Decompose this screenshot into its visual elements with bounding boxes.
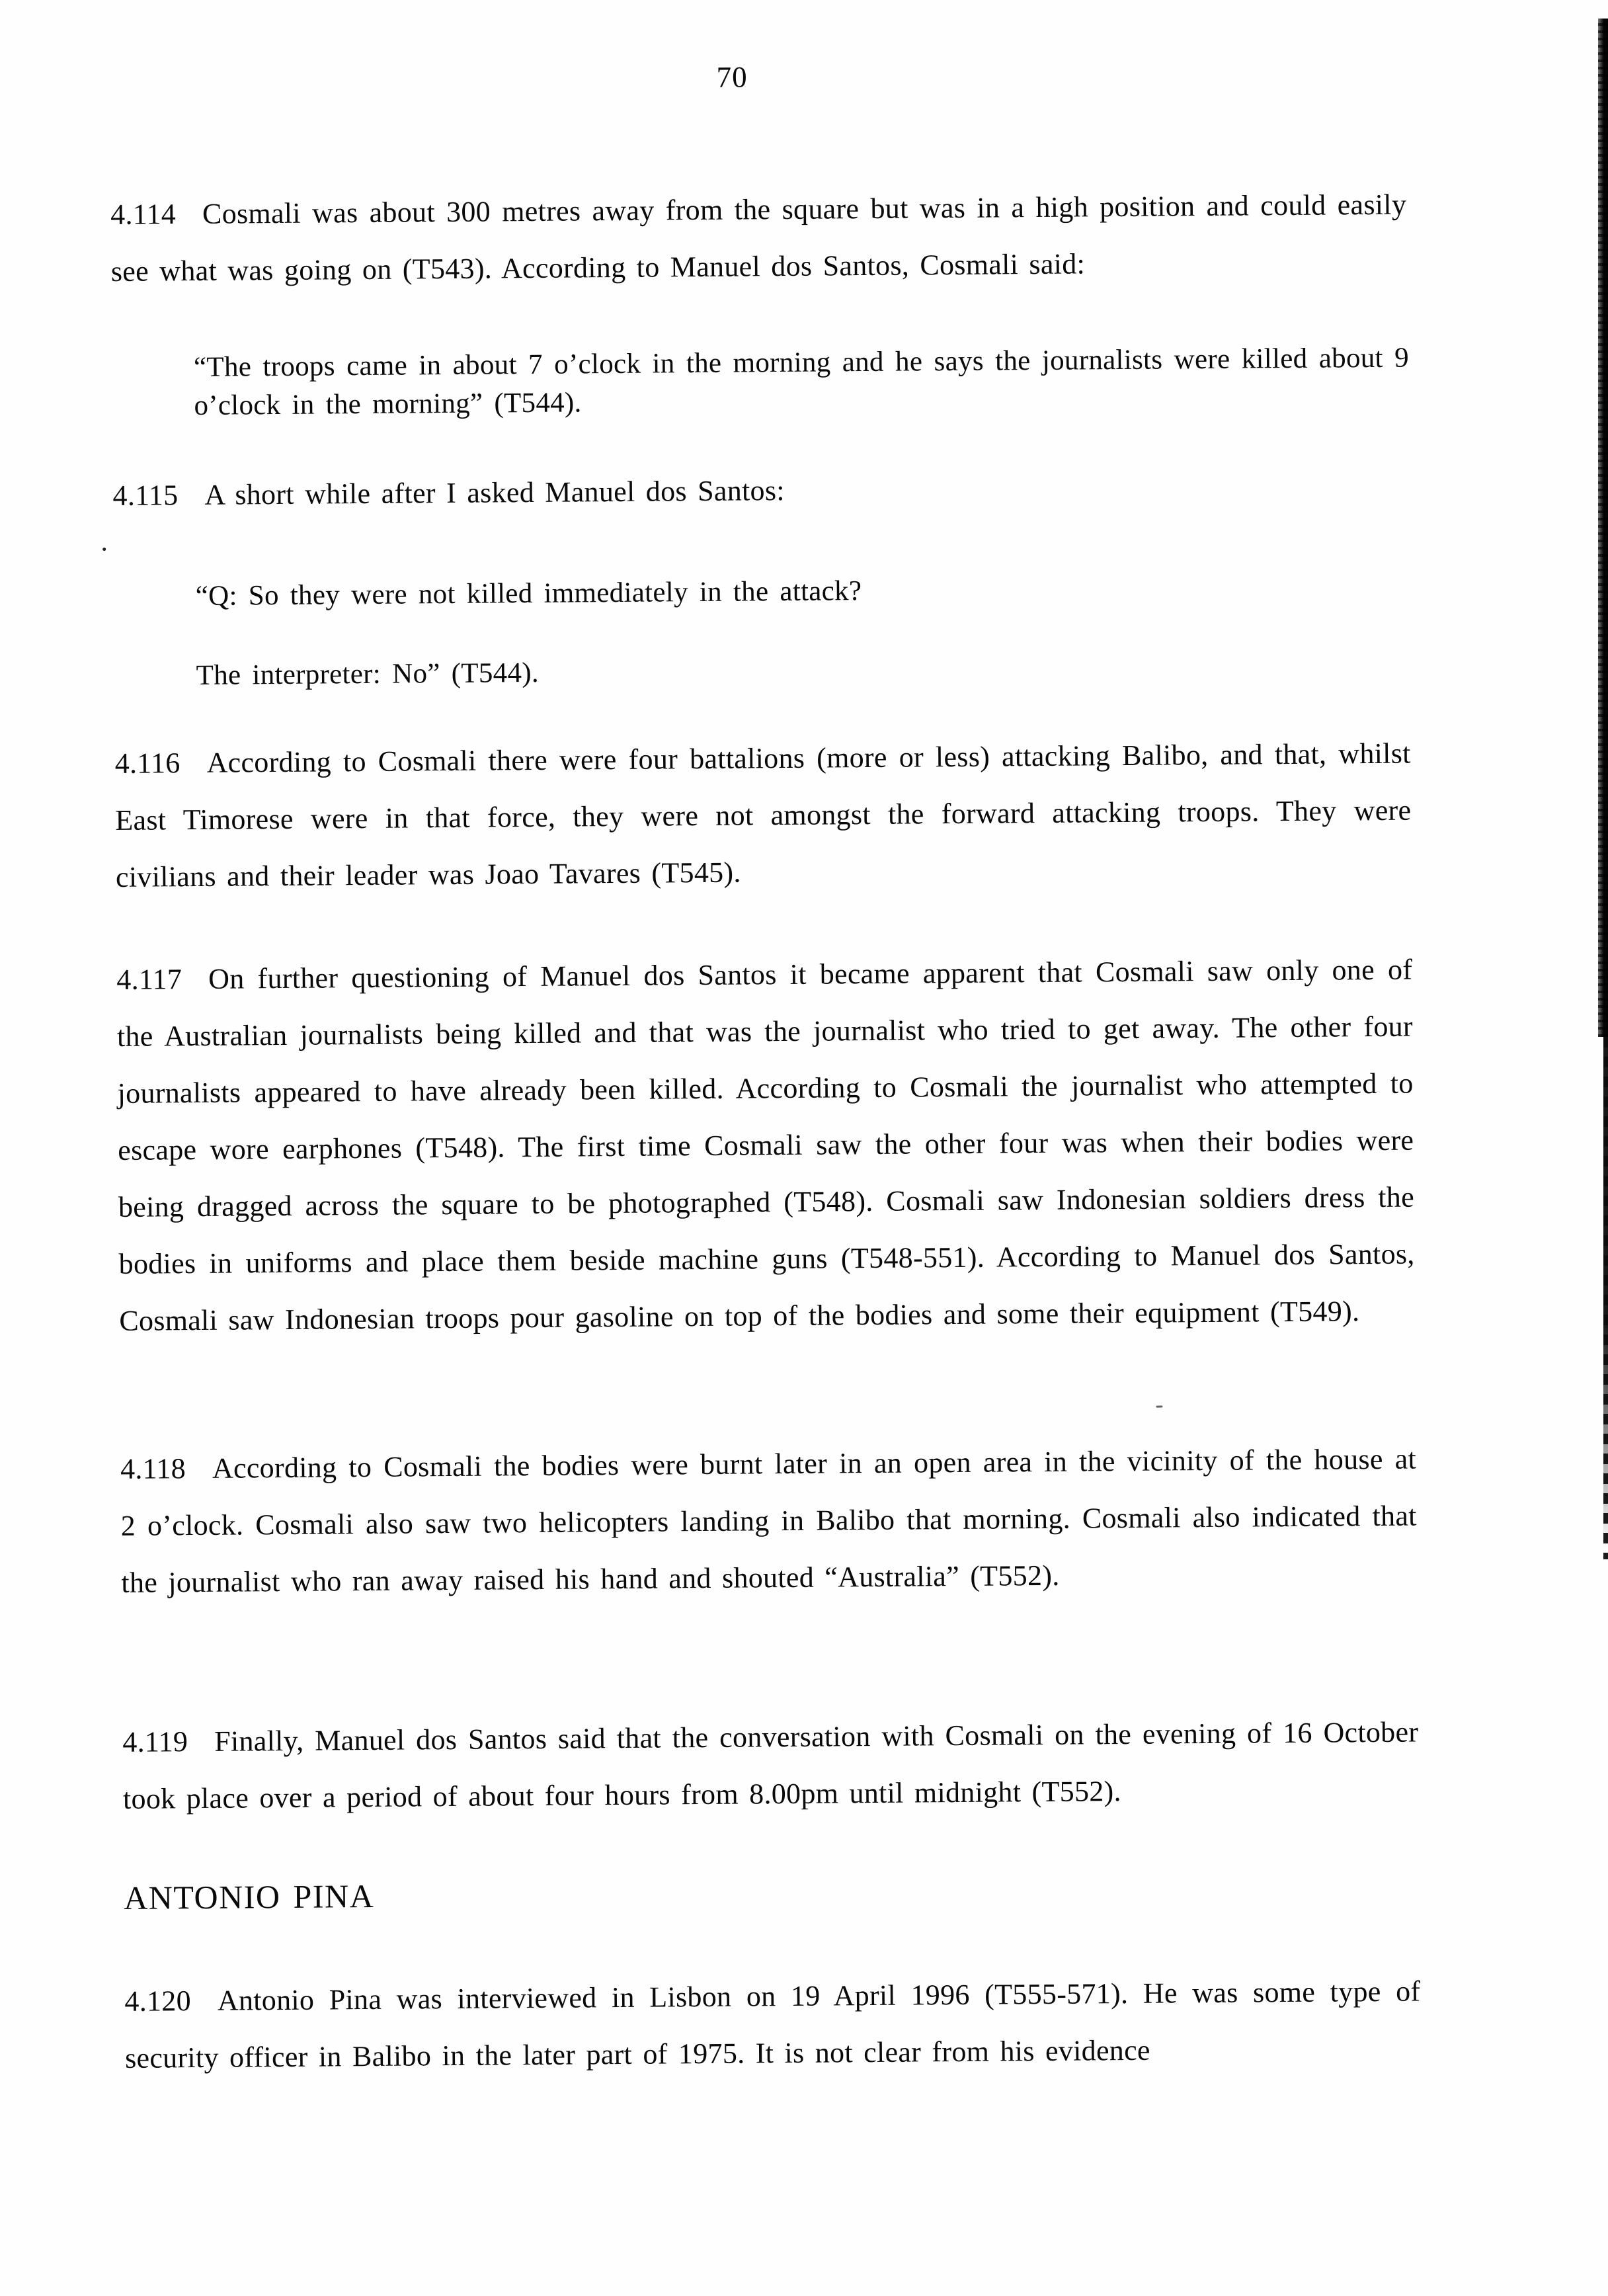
paragraph-text: Finally, Manuel dos Santos said that the conversation with Cosmali on the evening of 16 October took place over a period of about four hours from 8.00pm until midnight (T552). (122, 1715, 1419, 1815)
paragraph-4-118 (120, 1431, 1418, 1612)
paragraph-number: 4.116 (114, 747, 181, 780)
paragraph-text: Antonio Pina was interviewed in Lisbon on 19 April 1996 (T555-571). He was some type of security officer in Balibo in the later part of 1975. It is not clear from his evidence (124, 1975, 1421, 2074)
paragraph-text: A short while after I asked Manuel dos Santos: (204, 473, 785, 511)
scan-speck (1156, 1406, 1162, 1408)
paragraph-4-120 (124, 1963, 1421, 2087)
quote-text: The interpreter: No” (T544). (196, 657, 540, 691)
paragraph-number: 4.119 (122, 1725, 188, 1758)
paragraph-4-114 (110, 177, 1407, 300)
paragraph-number: 4.114 (110, 198, 177, 231)
paragraph-text: Cosmali was about 300 metres away from the square but was in a high position and could easily see what was going on (T543). According to Manuel dos Santos, Cosmali said: (110, 188, 1407, 288)
scan-speck (102, 548, 106, 551)
paragraph-4-115 (112, 458, 1409, 524)
quote-text: “The troops came in about 7 o’clock in the morning and he says the journalists were killed about 9 o’clock in the morning” (T544). (193, 342, 1410, 421)
paragraph-number: 4.120 (124, 1985, 192, 2018)
blockquote-question (196, 568, 1411, 616)
blockquote-troops (194, 339, 1410, 425)
blockquote-interpreter (196, 647, 1411, 695)
paragraph-4-119 (122, 1704, 1419, 1828)
paragraph-number: 4.117 (116, 963, 182, 996)
paragraph-number: 4.115 (112, 479, 179, 512)
paragraph-text: According to Cosmali there were four battalions (more or less) attacking Balibo, and that, whilst East Timorese were in that force, they were not amongst the forward attacking troops. They were civilians and their leader was Joao Tavares (T545). (115, 737, 1412, 893)
scan-artifact-bar (1598, 19, 1608, 1037)
paragraph-text: On further questioning of Manuel dos Santos it became apparent that Cosmali saw only one of the Australian journalists being killed and that was the journalist who tried to get away. The other four journalists appeared to have already been killed. According to Cosmali the journalist who attempted to escape wore earphones (T548). The first time Cosmali saw the other four was when their bodies were being dragged across the square to be photographed (T548). Cosmali saw Indonesian soldiers dress the bodies in uniforms and place them beside machine guns (T548-551). According to Manuel dos Santos, Cosmali saw Indonesian troops pour gasoline on top of the bodies and some their equipment (T549). (116, 953, 1415, 1337)
paragraph-4-116 (114, 725, 1412, 906)
page-number: 70 (716, 60, 748, 94)
quote-text: “Q: So they were not killed immediately in the attack? (195, 575, 862, 612)
scan-artifact-bar (1603, 1037, 1608, 1559)
paragraph-text: According to Cosmali the bodies were burnt later in an open area in the vicinity of the house at 2 o’clock. Cosmali also saw two helicopters landing in Balibo that morning. Cosmali also indicated that the journalist who ran away raised his hand and shouted “Australia” (T552). (120, 1442, 1417, 1599)
section-heading-antonio-pina: ANTONIO PINA (123, 1877, 375, 1916)
paragraph-number: 4.118 (120, 1452, 186, 1485)
paragraph-4-117 (116, 942, 1416, 1350)
